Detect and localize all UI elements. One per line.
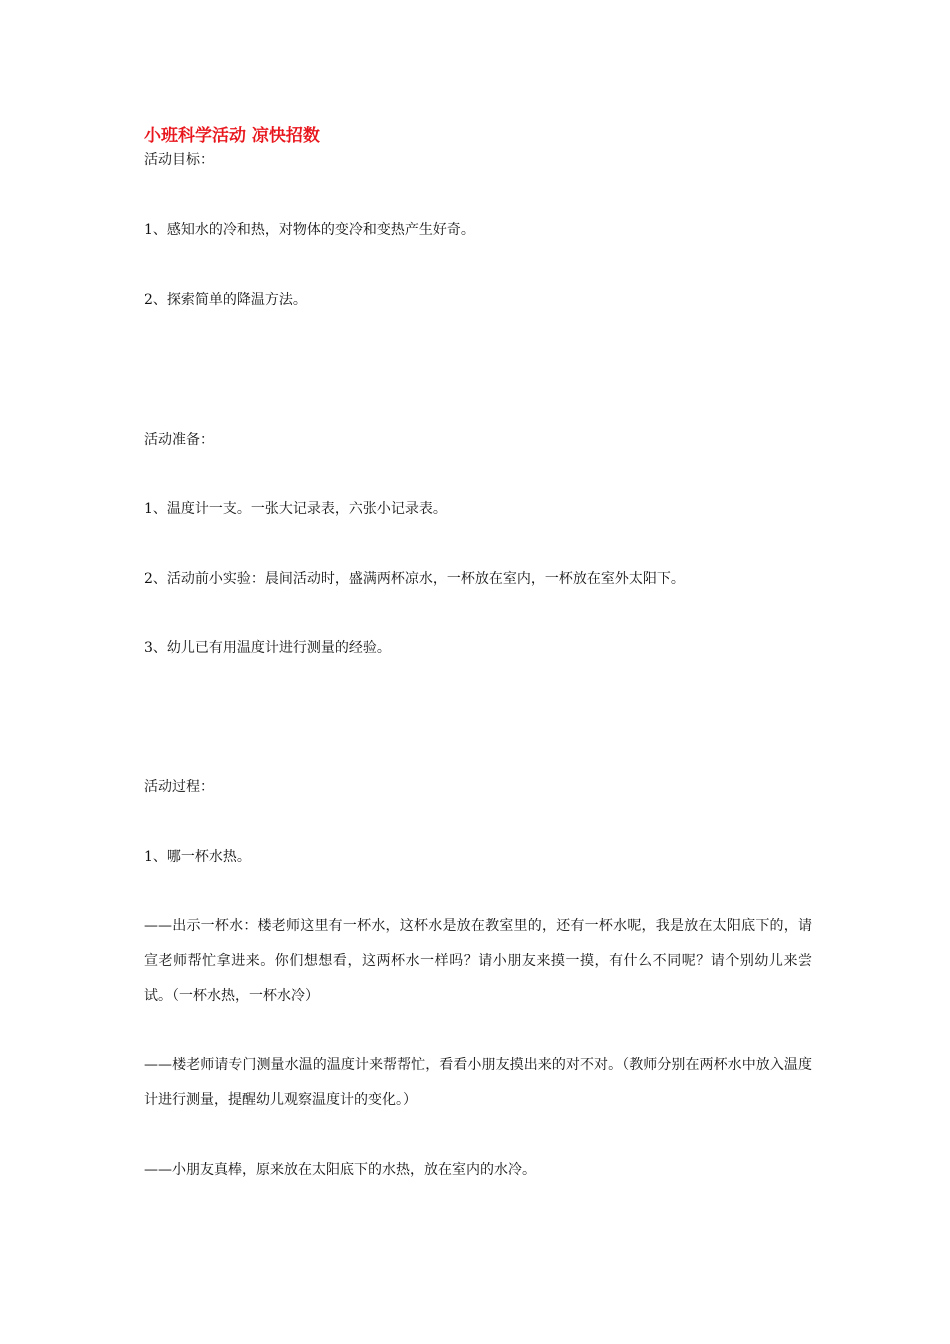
process-step-1: 1、哪一杯水热。	[144, 849, 251, 865]
document-title: 小班科学活动 凉快招数	[144, 126, 320, 146]
preparation-item-1: 1、温度计一支。一张大记录表，六张小记录表。	[144, 501, 447, 517]
preparation-item-3: 3、幼儿已有用温度计进行测量的经验。	[144, 640, 391, 656]
process-paragraph-1: ——出示一杯水：楼老师这里有一杯水，这杯水是放在教室里的，还有一杯水呢，我是放在太阳底下的，请宣老师帮忙拿进来。你们想想看，这两杯水一样吗？请小朋友来摸一摸，有什么不同呢？请个别幼儿来尝试。（一杯水热，一杯水冷）	[144, 918, 812, 1004]
goal-item-2: 2、探索简单的降温方法。	[144, 292, 307, 308]
preparation-heading: 活动准备：	[144, 432, 214, 448]
goal-item-1: 1、感知水的冷和热，对物体的变冷和变热产生好奇。	[144, 222, 475, 238]
preparation-item-2: 2、活动前小实验：晨间活动时，盛满两杯凉水，一杯放在室内，一杯放在室外太阳下。	[144, 571, 685, 587]
process-heading: 活动过程：	[144, 779, 214, 795]
goals-heading: 活动目标：	[144, 152, 214, 168]
process-paragraph-3: ——小朋友真棒，原来放在太阳底下的水热，放在室内的水冷。	[144, 1162, 536, 1178]
process-paragraph-2: ——楼老师请专门测量水温的温度计来帮帮忙，看看小朋友摸出来的对不对。（教师分别在两杯水中放入温度计进行测量，提醒幼儿观察温度计的变化。）	[144, 1057, 812, 1108]
